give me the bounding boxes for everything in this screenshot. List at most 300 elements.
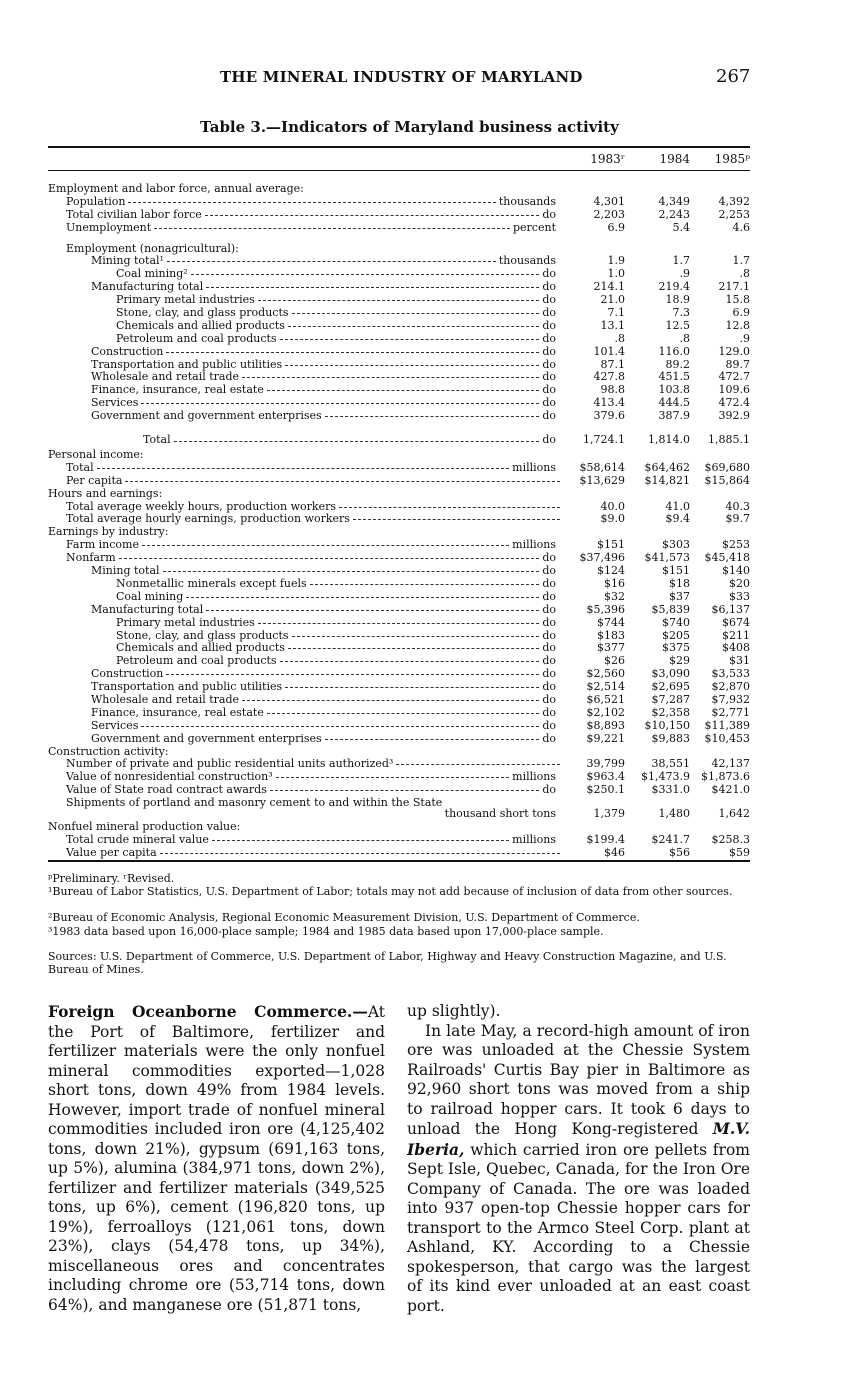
- row-unit: millions: [512, 832, 556, 846]
- row-label: Mining total: [91, 564, 160, 578]
- cell-1983: $124: [597, 564, 625, 578]
- table-body: [48, 183, 750, 860]
- cell-1985: 12.8: [725, 318, 750, 332]
- cell-1985: $408: [722, 641, 750, 655]
- row-unit: do: [542, 680, 556, 694]
- row-label: Nonfarm: [66, 551, 116, 565]
- table-row: [48, 707, 750, 720]
- cell-1985: 15.8: [725, 293, 750, 307]
- table-bottom-rule: [48, 860, 750, 862]
- cell-1983: $199.4: [586, 832, 625, 846]
- cell-1985: .9: [739, 331, 750, 345]
- dot-leader: [191, 274, 539, 275]
- body-text-right-a: In late May, a record-high amount of iron ore was unloaded at the Chessie System Railroads' Curtis Bay pier in Baltimore as 92,960 short tons was moved from a ship to railroad hopper cars. It took 6 days to unload the Hong Kong-registered: [407, 1021, 750, 1138]
- cell-1984: 1,480: [658, 807, 690, 821]
- dot-leader: [280, 339, 539, 340]
- cell-1984: 4,349: [658, 194, 690, 208]
- row-label: Value of nonresidential construction³: [66, 770, 273, 784]
- table-row: [48, 307, 750, 320]
- row-label: Finance, insurance, real estate: [91, 383, 264, 397]
- cell-1983: $250.1: [586, 783, 625, 797]
- table-row: [48, 797, 750, 821]
- table-row: [48, 431, 750, 449]
- cell-1985: 217.1: [718, 280, 750, 294]
- table-row: [48, 591, 750, 604]
- header-bottom-rule: [48, 170, 750, 171]
- cell-1984: $303: [662, 538, 690, 552]
- cell-1983: $8,893: [586, 718, 625, 732]
- cell-1984: $41,573: [644, 551, 690, 565]
- cell-1983: 413.4: [593, 396, 625, 410]
- row-unit: percent: [513, 220, 556, 234]
- dot-leader: [205, 215, 539, 216]
- row-unit: do: [542, 267, 556, 281]
- cell-1985: $11,389: [704, 718, 750, 732]
- row-label: Government and government enterprises: [91, 409, 322, 423]
- cell-1984: 1.7: [672, 254, 690, 268]
- cell-1983: $2,560: [586, 667, 625, 681]
- row-label: Value per capita: [66, 845, 157, 859]
- cell-1983: 1,379: [593, 807, 625, 821]
- table-row: [48, 222, 750, 235]
- row-label: Coal mining: [116, 589, 184, 603]
- cell-1983: 4,301: [593, 194, 625, 208]
- footnote-3: ³1983 data based upon 16,000-place sample; 1984 and 1985 data based upon 17,000-place sample.: [48, 925, 604, 938]
- cell-1984: 41.0: [665, 499, 690, 513]
- cell-1985: $421.0: [711, 783, 750, 797]
- row-unit: do: [542, 576, 556, 590]
- cell-1983: 21.0: [600, 293, 625, 307]
- dot-leader: [292, 313, 539, 314]
- cell-1984: 219.4: [658, 280, 690, 294]
- cell-1984: $9,883: [651, 731, 690, 745]
- cell-1985: $15,864: [704, 473, 750, 487]
- cell-1985: 2,253: [718, 207, 750, 221]
- body-text-left: At the Port of Baltimore, fertilizer and fertilizer materials were the only nonfuel mineral commodities exported—1,028 short tons, down 49% from 1984 levels. However, import trade of nonfuel mineral commodities included iron ore (4,125,402 tons, down 21%), gypsum (691,163 tons, up 5%), alumina (384,971 tons, down 2%), fertilizer and fertilizer materials (349,525 tons, up 6%), cement (196,820 tons, up 19%), ferroalloys (121,061 tons, down 23%), clays (54,478 tons, up 34%), miscellaneous ores and concentrates including chrome ore (53,714 tons, down 64%), and manganese ore (51,871 tons,: [48, 1003, 385, 1314]
- dot-leader: [258, 623, 539, 624]
- cell-1984: $331.0: [651, 783, 690, 797]
- row-unit: millions: [512, 460, 556, 474]
- cell-1984: $56: [669, 845, 690, 859]
- cell-1984: 7.3: [672, 306, 690, 320]
- cell-1985: 1,642: [718, 807, 750, 821]
- cell-1983: $151: [597, 538, 625, 552]
- cell-1983: 7.1: [607, 306, 625, 320]
- cell-1984: $740: [662, 615, 690, 629]
- sources-note: Sources: U.S. Department of Commerce, U.S. Department of Labor, Highway and Heavy Construction Magazine, and U.S. Bureau of Mines.: [48, 950, 727, 976]
- row-label: Personal income:: [48, 448, 144, 462]
- cell-1983: $16: [604, 576, 625, 590]
- cell-1983: $744: [597, 615, 625, 629]
- dot-leader: [128, 202, 496, 203]
- cell-1985: $31: [729, 654, 750, 668]
- dot-leader: [154, 228, 510, 229]
- table-row: [48, 526, 750, 539]
- dot-leader: [174, 441, 539, 442]
- row-unit: do: [542, 433, 556, 447]
- dot-leader: [310, 584, 539, 585]
- row-unit: do: [542, 602, 556, 616]
- dot-leader: [267, 713, 539, 714]
- row-unit: do: [542, 331, 556, 345]
- cell-1985: 392.9: [718, 409, 750, 423]
- cell-1983: $2,102: [586, 705, 625, 719]
- dot-leader: [396, 764, 560, 765]
- row-unit: do: [542, 589, 556, 603]
- row-unit: do: [542, 615, 556, 629]
- row-label: Construction: [91, 344, 164, 358]
- dot-leader: [163, 571, 539, 572]
- table-row: [48, 320, 750, 333]
- table-row: [48, 196, 750, 209]
- dot-leader: [186, 597, 539, 598]
- cell-1984: $37: [669, 589, 690, 603]
- row-unit: do: [542, 654, 556, 668]
- cell-1985: $211: [722, 628, 750, 642]
- dot-leader: [141, 403, 539, 404]
- row-unit: do: [542, 551, 556, 565]
- row-unit: do: [542, 692, 556, 706]
- row-unit: do: [542, 705, 556, 719]
- cell-1984: 451.5: [658, 370, 690, 384]
- cell-1983: $5,396: [586, 602, 625, 616]
- cell-1985: $253: [722, 538, 750, 552]
- cell-1984: $9.4: [665, 512, 690, 526]
- page-number: 267: [716, 66, 751, 87]
- cell-1984: $18: [669, 576, 690, 590]
- body-continuation: up slightly).: [407, 1002, 501, 1020]
- row-unit: do: [542, 344, 556, 358]
- row-label: Transportation and public utilities: [91, 357, 283, 371]
- row-label: Nonfuel mineral production value:: [48, 820, 241, 834]
- dot-leader: [142, 545, 509, 546]
- row-unit: thousand short tons: [444, 807, 556, 821]
- cell-1984: 116.0: [658, 344, 690, 358]
- cell-1984: $151: [662, 564, 690, 578]
- cell-1985: $6,137: [711, 602, 750, 616]
- row-label: Employment (nonagricultural):: [66, 241, 239, 255]
- cell-1983: $46: [604, 845, 625, 859]
- row-unit: millions: [512, 538, 556, 552]
- ship-name: M.V. Iberia,: [407, 1119, 750, 1159]
- row-label: Construction activity:: [48, 744, 169, 758]
- cell-1984: $7,287: [651, 692, 690, 706]
- row-unit: do: [542, 357, 556, 371]
- cell-1983: 87.1: [600, 357, 625, 371]
- cell-1984: .8: [679, 331, 690, 345]
- cell-1985: 6.9: [732, 306, 750, 320]
- cell-1983: $9,221: [586, 731, 625, 745]
- row-unit: do: [542, 207, 556, 221]
- table-row: [48, 384, 750, 397]
- row-unit: do: [542, 293, 556, 307]
- row-label: Primary metal industries: [116, 615, 255, 629]
- table-row: [48, 694, 750, 707]
- dot-leader: [212, 840, 509, 841]
- dot-leader: [206, 610, 539, 611]
- dot-leader: [288, 326, 539, 327]
- row-unit: do: [542, 641, 556, 655]
- row-label: Wholesale and retail trade: [91, 692, 240, 706]
- row-label: Manufacturing total: [91, 280, 204, 294]
- cell-1983: 1,724.1: [583, 433, 625, 447]
- cell-1983: $37,496: [579, 551, 625, 565]
- cell-1983: .8: [614, 331, 625, 345]
- row-unit: millions: [512, 770, 556, 784]
- cell-1984: $205: [662, 628, 690, 642]
- cell-1985: 472.7: [718, 370, 750, 384]
- cell-1984: 103.8: [658, 383, 690, 397]
- cell-1985: $9.7: [725, 512, 750, 526]
- cell-1985: $258.3: [711, 832, 750, 846]
- dot-leader: [160, 853, 560, 854]
- row-unit: do: [542, 370, 556, 384]
- dot-leader: [280, 661, 539, 662]
- row-unit: thousands: [498, 194, 556, 208]
- cell-1983: $58,614: [579, 460, 625, 474]
- running-head: THE MINERAL INDUSTRY OF MARYLAND: [220, 68, 583, 86]
- dot-leader: [167, 261, 496, 262]
- cell-1983: 39,799: [586, 757, 625, 771]
- cell-1984: 2,243: [658, 207, 690, 221]
- cell-1983: $32: [604, 589, 625, 603]
- row-label: Stone, clay, and glass products: [116, 306, 289, 320]
- cell-1984: 1,814.0: [648, 433, 690, 447]
- cell-1985: $140: [722, 564, 750, 578]
- row-label: Mining total¹: [91, 254, 164, 268]
- table-row: [48, 475, 750, 488]
- table-row: [48, 834, 750, 847]
- cell-1983: $963.4: [586, 770, 625, 784]
- row-label: Value of State road contract awards: [66, 783, 267, 797]
- cell-1983: $2,514: [586, 680, 625, 694]
- cell-1983: 2,203: [593, 207, 625, 221]
- cell-1983: 1.0: [607, 267, 625, 281]
- row-label: Chemicals and allied products: [116, 641, 285, 655]
- cell-1985: 109.6: [718, 383, 750, 397]
- cell-1983: 1.9: [607, 254, 625, 268]
- cell-1985: $59: [729, 845, 750, 859]
- table-row: [48, 183, 750, 196]
- dot-leader: [285, 687, 539, 688]
- cell-1984: 444.5: [658, 396, 690, 410]
- dot-leader: [97, 468, 509, 469]
- cell-1985: 4.6: [732, 220, 750, 234]
- row-label: Services: [91, 718, 139, 732]
- table-row: [48, 346, 750, 359]
- dot-leader: [353, 519, 560, 520]
- cell-1985: $10,453: [704, 731, 750, 745]
- dot-leader: [292, 636, 539, 637]
- cell-1983: $26: [604, 654, 625, 668]
- cell-1983: $377: [597, 641, 625, 655]
- table-row: [48, 333, 750, 346]
- body-column-right: [407, 1002, 750, 1316]
- row-label: Total average weekly hours, production workers: [66, 499, 336, 513]
- footnote-2: ²Bureau of Economic Analysis, Regional Economic Measurement Division, U.S. Department of Commerce.: [48, 911, 640, 924]
- cell-1985: $7,932: [711, 692, 750, 706]
- row-label: Total civilian labor force: [66, 207, 202, 221]
- cell-1985: $20: [729, 576, 750, 590]
- table-row: [48, 604, 750, 617]
- table-row: [48, 733, 750, 746]
- row-label: Earnings by industry:: [48, 525, 169, 539]
- cell-1985: 42,137: [711, 757, 750, 771]
- cell-1985: 1,885.1: [708, 433, 750, 447]
- cell-1985: $2,870: [711, 680, 750, 694]
- dot-leader: [325, 416, 539, 417]
- dot-leader: [258, 300, 539, 301]
- row-label: Stone, clay, and glass products: [116, 628, 289, 642]
- row-label: Nonmetallic minerals except fuels: [116, 576, 307, 590]
- dot-leader: [242, 700, 539, 701]
- row-label: Transportation and public utilities: [91, 680, 283, 694]
- row-unit: do: [542, 628, 556, 642]
- cell-1985: $674: [722, 615, 750, 629]
- table-row: [48, 462, 750, 475]
- row-label: Employment and labor force, annual average:: [48, 182, 304, 195]
- row-label: Petroleum and coal products: [116, 654, 277, 668]
- dot-leader: [339, 507, 560, 508]
- row-label: Primary metal industries: [116, 293, 255, 307]
- cell-1985: 4,392: [718, 194, 750, 208]
- cell-1985: $3,533: [711, 667, 750, 681]
- dot-leader: [242, 377, 539, 378]
- row-label: Hours and earnings:: [48, 486, 163, 500]
- row-label: Population: [66, 194, 126, 208]
- dot-leader: [206, 287, 539, 288]
- cell-1984: $1,473.9: [641, 770, 690, 784]
- row-label: Services: [91, 396, 139, 410]
- cell-1984: 12.5: [665, 318, 690, 332]
- cell-1984: 38,551: [651, 757, 690, 771]
- section-heading: Foreign Oceanborne Commerce.—: [48, 1002, 368, 1021]
- cell-1983: $6,521: [586, 692, 625, 706]
- cell-1985: $1,873.6: [701, 770, 750, 784]
- cell-1984: $375: [662, 641, 690, 655]
- cell-1984: $2,695: [651, 680, 690, 694]
- cell-1984: $3,090: [651, 667, 690, 681]
- row-label: Government and government enterprises: [91, 731, 322, 745]
- table-row: [48, 720, 750, 733]
- row-label: Coal mining²: [116, 267, 188, 281]
- row-unit: do: [542, 409, 556, 423]
- row-label: Per capita: [66, 473, 123, 487]
- cell-1985: $33: [729, 589, 750, 603]
- cell-1984: 89.2: [665, 357, 690, 371]
- cell-1983: 379.6: [593, 409, 625, 423]
- table-row: [48, 410, 750, 423]
- row-unit: do: [542, 383, 556, 397]
- table-row: [48, 578, 750, 591]
- cell-1985: 89.7: [725, 357, 750, 371]
- dot-leader: [285, 365, 539, 366]
- cell-1985: 40.3: [725, 499, 750, 513]
- table-row: [48, 449, 750, 462]
- body-text-right-b: which carried iron ore pellets from Sept Isle, Quebec, Canada, for the Iron Ore Company of Canada. The ore was loaded into 937 open-top Chessie hopper cars for transport to the Armco Steel Corp. plant at Ashland, KY. According to a Chessie spokesperson, that cargo was the largest of its kind ever unloaded at an east coast port.: [407, 1140, 750, 1315]
- row-label: Petroleum and coal products: [116, 331, 277, 345]
- table-row: [48, 209, 750, 222]
- cell-1983: 6.9: [607, 220, 625, 234]
- col-head-1984: 1984: [659, 152, 690, 166]
- cell-1985: .8: [739, 267, 750, 281]
- cell-1983: $183: [597, 628, 625, 642]
- col-head-1983: 1983ʳ: [590, 152, 625, 166]
- row-unit: do: [542, 306, 556, 320]
- dot-leader: [288, 648, 539, 649]
- cell-1984: $64,462: [644, 460, 690, 474]
- row-label: Farm income: [66, 538, 139, 552]
- cell-1985: 129.0: [718, 344, 750, 358]
- table-row: [48, 617, 750, 630]
- dot-leader: [267, 390, 539, 391]
- row-label: Shipments of portland and masonry cement to and within the State: [66, 796, 443, 810]
- row-label: Total: [143, 433, 171, 447]
- dot-leader: [141, 726, 539, 727]
- dot-leader: [166, 352, 539, 353]
- cell-1984: $2,358: [651, 705, 690, 719]
- cell-1984: $14,821: [644, 473, 690, 487]
- row-unit: do: [542, 667, 556, 681]
- cell-1985: 472.4: [718, 396, 750, 410]
- dot-leader: [166, 674, 539, 675]
- row-label: Finance, insurance, real estate: [91, 705, 264, 719]
- row-label: Unemployment: [66, 220, 152, 234]
- row-unit: do: [542, 731, 556, 745]
- dot-leader: [270, 790, 539, 791]
- dot-leader: [119, 558, 539, 559]
- cell-1985: $69,680: [704, 460, 750, 474]
- row-unit: do: [542, 318, 556, 332]
- table-row: [48, 847, 750, 860]
- cell-1984: $241.7: [651, 832, 690, 846]
- row-unit: do: [542, 280, 556, 294]
- cell-1983: $9.0: [600, 512, 625, 526]
- table-row: [48, 488, 750, 501]
- cell-1984: 18.9: [665, 293, 690, 307]
- cell-1984: $29: [669, 654, 690, 668]
- footnote-1: ¹Bureau of Labor Statistics, U.S. Department of Labor; totals may not add because of inclusion of data from other sources.: [48, 885, 733, 898]
- footnote-prelim: ᵖPreliminary. ʳRevised.: [48, 872, 175, 885]
- cell-1983: 427.8: [593, 370, 625, 384]
- col-head-1985: 1985ᵖ: [714, 152, 750, 166]
- dot-leader: [325, 739, 539, 740]
- row-unit: thousands: [498, 254, 556, 268]
- row-unit: do: [542, 564, 556, 578]
- row-label: Total: [66, 460, 94, 474]
- row-label: Wholesale and retail trade: [91, 370, 240, 384]
- row-label: Total crude mineral value: [66, 832, 209, 846]
- cell-1984: $10,150: [644, 718, 690, 732]
- table-row: [48, 565, 750, 578]
- body-column-left: [48, 1002, 385, 1315]
- cell-1984: 387.9: [658, 409, 690, 423]
- cell-1983: 214.1: [593, 280, 625, 294]
- row-label: Chemicals and allied products: [116, 318, 285, 332]
- cell-1985: $2,771: [711, 705, 750, 719]
- cell-1983: 98.8: [600, 383, 625, 397]
- cell-1984: 5.4: [672, 220, 690, 234]
- cell-1984: $5,839: [651, 602, 690, 616]
- cell-1985: $45,418: [704, 551, 750, 565]
- cell-1985: 1.7: [732, 254, 750, 268]
- row-unit: do: [542, 396, 556, 410]
- row-label: Construction: [91, 667, 164, 681]
- table-title: Table 3.—Indicators of Maryland business activity: [200, 118, 619, 136]
- dot-leader: [125, 481, 560, 482]
- row-unit: do: [542, 718, 556, 732]
- row-label: Manufacturing total: [91, 602, 204, 616]
